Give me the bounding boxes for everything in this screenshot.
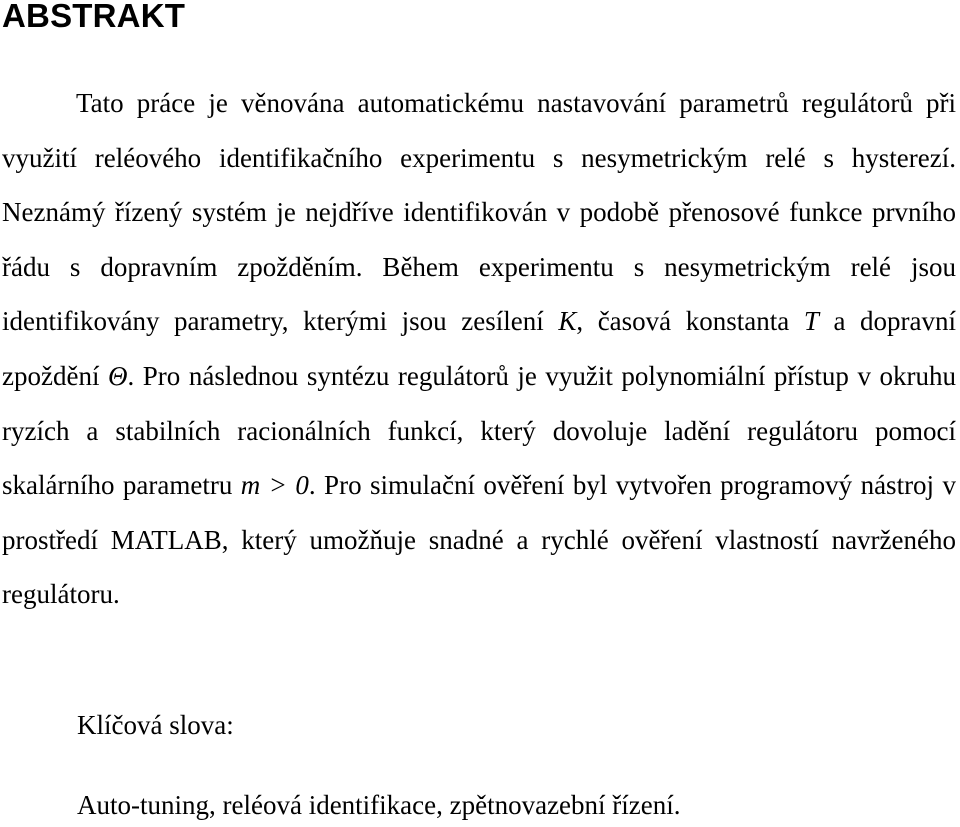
abstract-text-part-4: . Pro následnou syntézu regulátorů je využit polynomiální přístup v okruhu ryzích a stabilních racionálních funkcí, který dovoluje ladění regulátoru pomocí skalárního parametru [2,360,957,501]
keywords-list: Auto-tuning, reléová identifikace, zpětnovazební řízení. [77,790,681,820]
abstract-heading: ABSTRAKT [2,0,186,34]
abstract-text-part-5: . Pro simulační ověření byl vytvořen programový nástroj v prostředí MATLAB, který umožňuje snadné a rychlé ověření vlastností navrženého regulátoru. [2,470,956,610]
symbol-parameter-m: m > 0 [240,470,309,501]
keywords-label: Klíčová slova: [77,710,234,740]
symbol-gain-k: K [558,306,577,337]
abstract-text [2,76,956,622]
abstract-text-part-2: , časová konstanta [576,306,804,337]
abstract-text-part-3: a dopravní zpoždění [2,306,956,391]
symbol-time-constant-t: T [803,306,819,337]
abstract-text-part-1: Tato práce je věnována automatickému nastavování parametrů regulátorů při využití reléového identifikačního experimentu s nesymetrickým relé s hysterezí. Neznámý řízený systém je nejdříve identifikován v podobě přenosové funkce prvního řádu s dopravním zpožděním. Během experimentu s nesymetrickým relé jsou identifikovány parametry, kterými jsou zesílení [2,88,956,337]
symbol-dead-time-theta: Θ [108,360,128,391]
